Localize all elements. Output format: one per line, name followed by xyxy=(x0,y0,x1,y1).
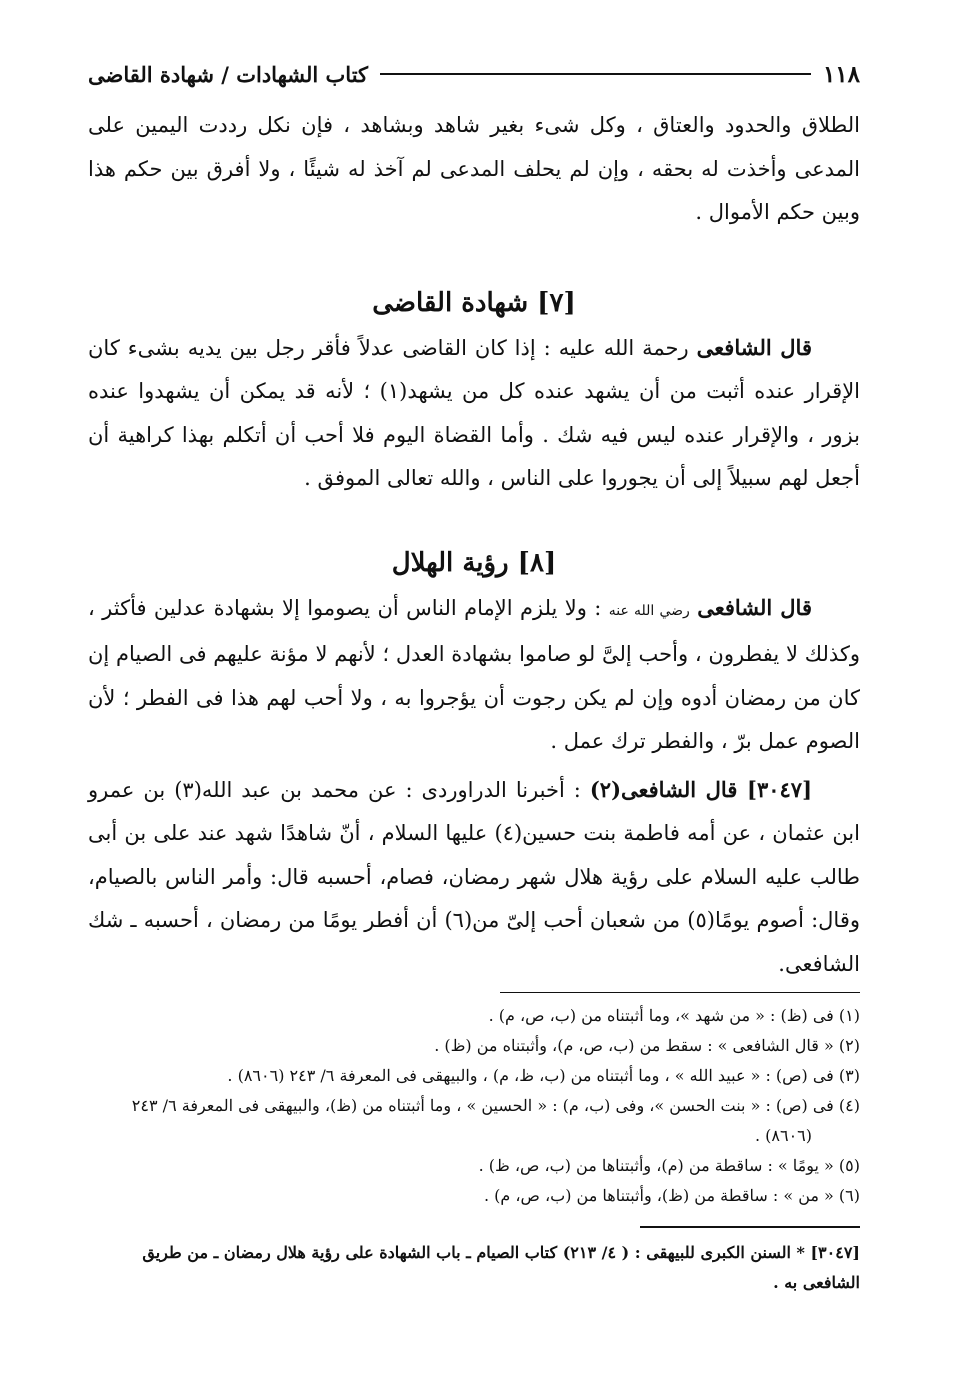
source-note xyxy=(88,1226,860,1298)
section7-text: رحمة الله عليه : إذا كان القاضى عدلاً فأقر رجل بين يديه بشىء كان الإقرار عنده أثبت من أن يشهد عنده كل من يشهد(١) ؛ لأنه قد يمكن أن يشهدوا عنده بزور ، والإقرار عنده ليس فيه شك . وأما القضاة اليوم فلا أحب أن أتكلم بهذا كراهية أن أجعل لهم سبيلاً إلى أن يجوروا على الناس ، والله تعالى الموفق . xyxy=(88,335,861,490)
section8-text-1: : ولا يلزم الإمام الناس أن يصوموا إلا بشهادة عدلين فأكثر ، وكذلك لا يفطرون ، وأحب إلىَّ لو صاموا بشهادة العدل ؛ لأنهم لا مؤنة عليهم فى الصيام إن كان من رمضان أدوه وإن لم يكن رجوت أن يؤجروا به ، ولا أحب لهم هذا فى الفطر ؛ لأن الصوم عمل برّ ، والفطر ترك عمل . xyxy=(88,595,860,753)
footnotes xyxy=(88,992,860,1211)
section8-paragraph-1 xyxy=(88,586,860,764)
header-rule xyxy=(380,73,811,75)
footnote-rule xyxy=(500,992,860,993)
hadith-number-label: [٣٠٤٧] قال الشافعى(٢) xyxy=(589,776,812,802)
footnote: (٥) « يومًا » : ساقطة من (م)، وأثبتناها من (ب، ص، ظ) . xyxy=(478,1156,860,1175)
section-heading-8: [٨] رؤية الهلال xyxy=(391,547,557,578)
section7-paragraph xyxy=(88,326,860,501)
footnote: (٣) فى (ص) : « عبيد الله » ، وما أثبتناه من (ب، ظ، م) ، والبيهقى فى المعرفة ٦/ ٢٤٣ (٨٦٠٦) . xyxy=(227,1066,860,1085)
source-citation: [٣٠٤٧] * السنن الكبرى للبيهقى : ( ٤/ ٢١٣) كتاب الصيام ـ باب الشهادة على رؤية هلال رمضان ـ من طريق الشافعى به . xyxy=(142,1243,860,1292)
section8-paragraph-2 xyxy=(88,768,860,987)
footnote: (٤) فى (ص) : « بنت الحسن »، وفى (ب، م) : « الحسين » ، وما أثبتناه من (ظ)، والبيهقى فى المعرفة ٦/ ٢٤٣ xyxy=(131,1096,860,1115)
section8-text-2: : أخبرنا الدراوردى : عن محمد بن عبد الله(٣) بن عمرو ابن عثمان ، عن أمه فاطمة بنت حسين(٤) عليها السلام ، أنّ شاهدًا شهد عند على بن أبى طالب عليه السلام على رؤية هلال شهر رمضان، فصام، أحسبه قال: وأمر الناس بالصيام، وقال: أصوم يومًا(٥) من شعبان أحب إلىّ من(٦) أن أفطر يومًا من رمضان ، أحسبه ـ شك الشافعى. xyxy=(88,777,860,976)
footnote: (٢) « قال الشافعى » : سقط من (ب، ص، م)، وأثبتناه من (ظ) . xyxy=(434,1036,860,1055)
speaker-label: قال الشافعى xyxy=(697,594,812,620)
page-number: ١١٨ xyxy=(822,60,860,88)
footnote: (١) فى (ظ) : « من شهد »، وما أثبتناه من (ب، ص، م) . xyxy=(488,1006,860,1025)
source-rule xyxy=(640,1226,860,1228)
honorific-glyph: رضي الله عنه xyxy=(608,602,690,619)
running-title: كتاب الشهادات / شهادة القاضى xyxy=(88,61,369,87)
section-heading-7: [٧] شهادة القاضى xyxy=(372,287,576,318)
footnote: (٦) « من » : ساقطة من (ظ)، وأثبتناها من (ب، ص، م) . xyxy=(483,1186,860,1205)
main-text xyxy=(88,104,860,986)
intro-paragraph: الطلاق والحدود والعتاق ، وكل شىء بغير شاهد وبشاهد ، فإن نكل رددت اليمين على المدعى وأخذت له بحقه ، وإن لم يحلف المدعى لم آخذ له شيئًا ، ولا أفرق بين حكم هذا وبين حكم الأموال . xyxy=(88,113,860,224)
speaker-label: قال الشافعى xyxy=(696,334,812,360)
page-header xyxy=(88,56,860,92)
footnote-continuation: (٨٦٠٦) . xyxy=(754,1126,812,1145)
